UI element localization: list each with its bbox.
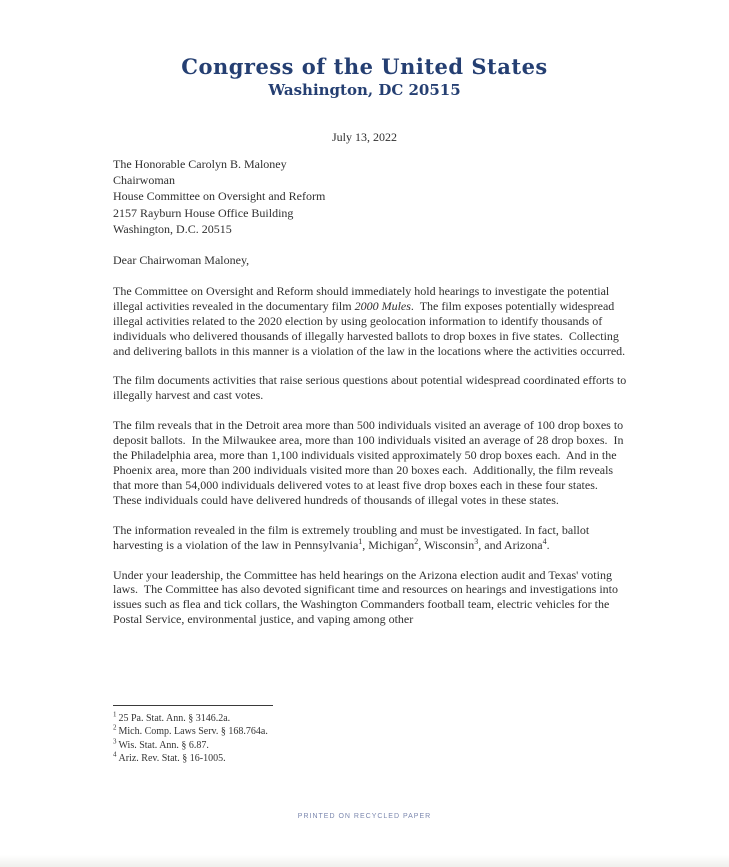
paragraph-1-text: . The film exposes potentially widespread illegal activities related to the 2020 election by using geolocation information to identify thousands of individuals who delivered thousands of illegally harvested ballots to drop boxes in five states. Collecting and delivering ballots in this manner is a violation of the law in the locations where the activities occurred. [113,298,626,358]
recipient-street: 2157 Rayburn House Office Building [113,205,294,220]
recipient-name: The Honorable Carolyn B. Maloney [113,157,287,171]
footnote-marker: 3 [113,737,117,746]
footnote-ref-3: 3 [474,536,479,546]
paragraph-5: Under your leadership, the Committee has held hearings on the Arizona election audit and Texas' voting laws. The Committee has also devoted significant time and resources on hearings and investigations into issues such as flea and tick collars, the Washington Commanders football team, electric vehicles for the Postal Service, environmental justice, and vaping among other [113,567,622,627]
recipient-city: Washington, D.C. 20515 [113,221,232,236]
footnote-text: 25 Pa. Stat. Ann. § 3146.2a. [118,713,231,724]
paragraph-4-text: , and Arizona [478,537,543,552]
footnote-marker: 2 [113,724,117,733]
recipient-block [113,156,630,237]
paragraph-4-text: . [546,537,550,552]
letterhead-title: Congress of the United States [181,54,548,79]
paragraph-3: The film reveals that in the Detroit area more than 500 individuals visited an average of 100 drop boxes to deposit ballots. In the Milwaukee area, more than 100 individuals visited an average of 28 drop boxes. In the Philadelphia area, more than 1,100 individuals visited approximately 50 drop boxes each. And in the Phoenix area, more than 200 individuals visited more than 20 boxes each. Additionally, the film reveals that more than 54,000 individuals delivered votes to at least five drop boxes each in these four states. These individuals could have delivered hundreds of thousands of illegal votes in these states. [113,418,627,507]
footnote-ref-1: 1 [358,536,363,546]
paragraph-4 [113,523,630,553]
footnote-line [113,752,630,765]
letter-date: July 13, 2022 [331,130,397,144]
recycled-paper-notice: PRINTED ON RECYCLED PAPER [297,813,432,820]
paragraph-4-text: The information revealed in the film is extremely troubling and must be investigated. In fact, ballot harvesting is a violation of the law in Pennsylvania [113,522,593,552]
footnote-marker: 1 [113,710,117,719]
letterhead [0,54,729,99]
footnotes [113,705,630,766]
paragraph-4-text: , Michigan [362,537,415,552]
recipient-committee: House Committee on Oversight and Reform [113,189,326,204]
paragraph-1-text: The Committee on Oversight and Reform should immediately hold hearings to investigate the potential illegal activities revealed in the documentary film [113,283,613,313]
recipient-title: Chairwoman [113,173,175,188]
footnote-separator [113,705,273,706]
salutation: Dear Chairwoman Maloney, [113,253,250,268]
footnote-line [113,725,630,738]
footnote-marker: 4 [113,750,117,759]
film-title: 2000 Mules [354,298,411,313]
footnote-text: Wis. Stat. Ann. § 6.87. [118,739,209,751]
letterhead-address: Washington, DC 20515 [268,81,461,99]
footnote-ref-2: 2 [414,536,419,546]
paragraph-4-text: , Wisconsin [418,537,475,552]
footnote-text: Ariz. Rev. Stat. § 16-1005. [118,753,226,765]
scan-edge [0,855,729,867]
footnote-line [113,712,630,725]
footnote-line [113,739,630,752]
paragraph-1 [113,284,630,359]
letter-body [113,156,630,642]
footnote-text: Mich. Comp. Laws Serv. § 168.764a. [118,726,268,738]
footnote-ref-4: 4 [542,536,547,546]
paragraph-2: The film documents activities that raise serious questions about potential widespread coordinated efforts to illegally harvest and cast votes. [113,373,630,403]
